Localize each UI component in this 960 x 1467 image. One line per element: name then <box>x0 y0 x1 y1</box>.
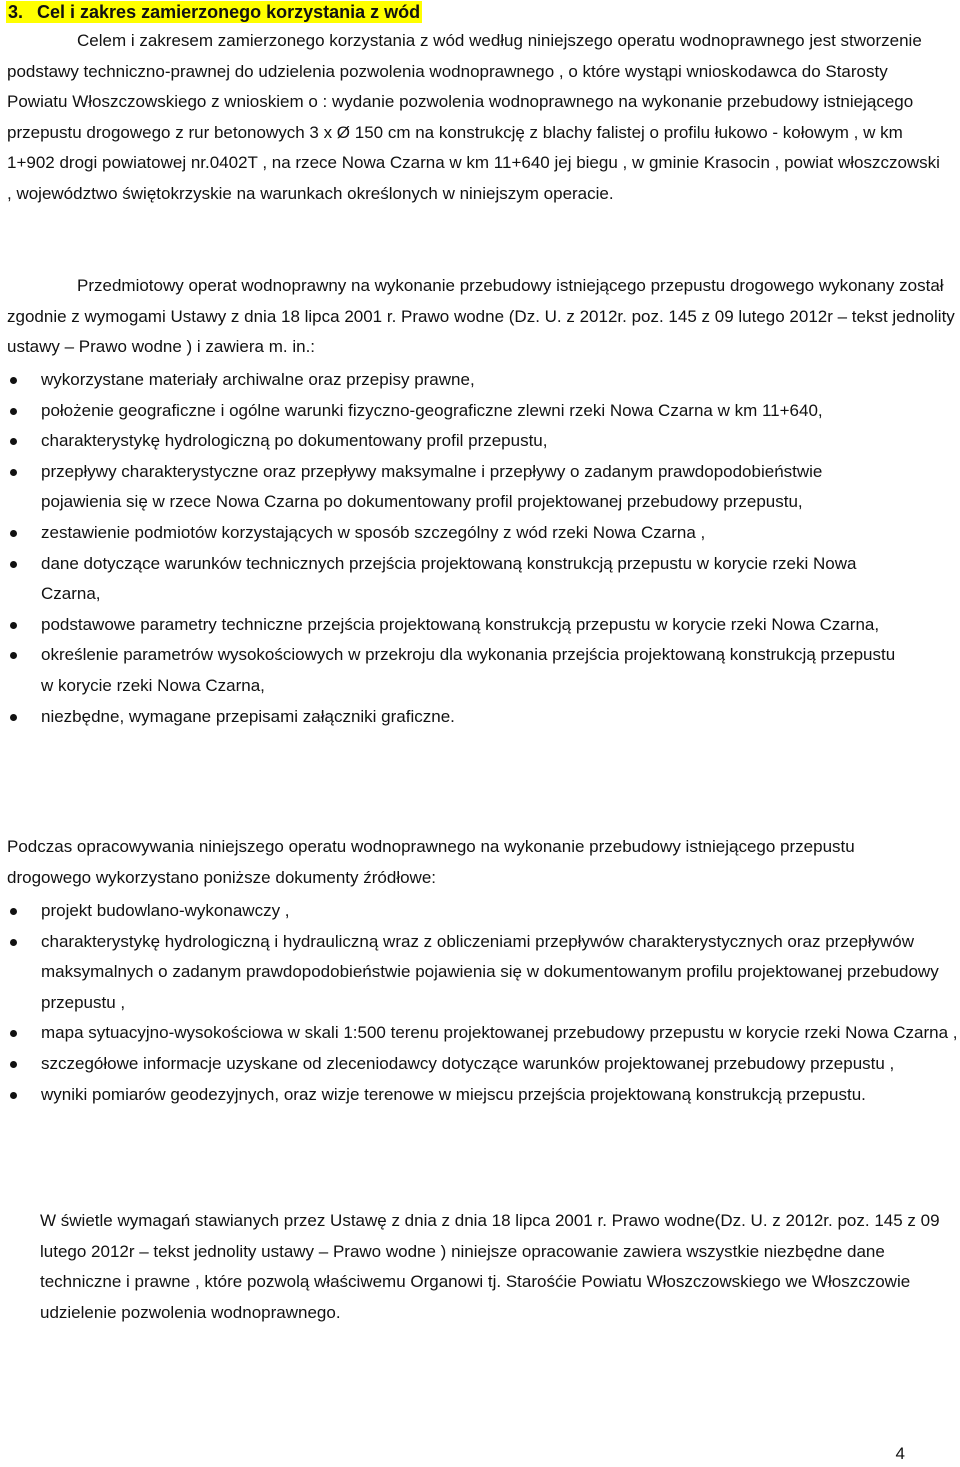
sources-list <box>7 896 960 1110</box>
contents-list <box>7 365 907 732</box>
list-item: dane dotyczące warunków technicznych przejścia projektowaną konstrukcją przepustu w korycie rzeki Nowa Czarna, <box>7 549 907 610</box>
list-item: charakterystykę hydrologiczną i hydrauliczną wraz z obliczeniami przepływów charakterystycznych oraz przepływów maksymalnych o zadanym prawdopodobieństwie pojawienia się w dokumentowanym profilu projektowanej przebudowy przepustu , <box>7 927 960 1019</box>
section-number: 3. <box>8 2 24 22</box>
list-item: niezbędne, wymagane przepisami załączniki graficzne. <box>7 702 907 733</box>
page-number: 4 <box>895 1444 905 1463</box>
list-item: projekt budowlano-wykonawczy , <box>7 896 960 927</box>
closing-paragraph: W świetle wymagań stawianych przez Ustawę z dnia z dnia 18 lipca 2001 r. Prawo wodne(Dz. U. z 2012r. poz. 145 z 09 lutego 2012r – tekst jednolity ustawy – Prawo wodne ) niniejsze opracowanie zawiera wszystkie niezbędne dane techniczne i prawne , które pozwolą właściwemu Organowi tj. Starośćie Powiatu Włoszczowskiego we Włoszczowie udzielenie pozwolenia wodnoprawnego. <box>40 1211 940 1322</box>
list-item: określenie parametrów wysokościowych w przekroju dla wykonania przejścia projektowaną konstrukcją przepustu w korycie rzeki Nowa Czarna, <box>7 640 907 701</box>
list-item: wykorzystane materiały archiwalne oraz przepisy prawne, <box>7 365 907 396</box>
list-item: szczegółowe informacje uzyskane od zleceniodawcy dotyczące warunków projektowanej przebudowy przepustu , <box>7 1049 960 1080</box>
list-item: przepływy charakterystyczne oraz przepływy maksymalne i przepływy o zadanym prawdopodobieństwie pojawienia się w rzece Nowa Czarna po dokumentowany profil projektowanej przebudowy przepustu, <box>7 457 907 518</box>
list-item: charakterystykę hydrologiczną po dokumentowany profil przepustu, <box>7 426 907 457</box>
list-item: wyniki pomiarów geodezyjnych, oraz wizje terenowe w miejscu przejścia projektowaną konstrukcją przepustu. <box>7 1080 960 1111</box>
sources-paragraph: Podczas opracowywania niniejszego operatu wodnoprawnego na wykonanie przebudowy istniejącego przepustu drogowego wykorzystano poniższe dokumenty źródłowe: <box>7 837 855 887</box>
list-item: mapa sytuacyjno-wysokościowa w skali 1:500 terenu projektowanej przebudowy przepustu w korycie rzeki Nowa Czarna , <box>7 1018 960 1049</box>
list-item: położenie geograficzne i ogólne warunki fizyczno-geograficzne zlewni rzeki Nowa Czarna w km 11+640, <box>7 396 907 427</box>
section-title: Cel i zakres zamierzonego korzystania z wód <box>37 2 421 22</box>
list-item: zestawienie podmiotów korzystających w sposób szczególny z wód rzeki Nowa Czarna , <box>7 518 907 549</box>
intro-paragraph: Celem i zakresem zamierzonego korzystania z wód według niniejszego operatu wodnoprawnego jest stworzenie podstawy techniczno-prawnej do udzielenia pozwolenia wodnoprawnego , o które wystąpi wnioskodawca do Starosty Powiatu Włoszczowskiego z wnioskiem o : wydanie pozwolenia wodnoprawnego na wykonanie przebudowy istniejącego przepustu drogowego z rur betonowych 3 x Ø 150 cm na konstrukcję z blachy falistej o profilu łukowo - kołowym , w km 1+902 drogi powiatowej nr.0402T , na rzece Nowa Czarna w km 11+640 jej biegu , w gminie Krasocin , powiat włoszczowski , województwo świętokrzyskie na warunkach określonych w niniejszym operacie. <box>7 31 940 203</box>
list-item: podstawowe parametry techniczne przejścia projektowaną konstrukcją przepustu w korycie rzeki Nowa Czarna, <box>7 610 907 641</box>
scope-paragraph: Przedmiotowy operat wodnoprawny na wykonanie przebudowy istniejącego przepustu drogowego wykonany został zgodnie z wymogami Ustawy z dnia 18 lipca 2001 r. Prawo wodne (Dz. U. z 2012r. poz. 145 z 09 lutego 2012r – tekst jednolity ustawy – Prawo wodne ) i zawiera m. in.: <box>7 276 955 357</box>
section-heading <box>6 1 422 23</box>
